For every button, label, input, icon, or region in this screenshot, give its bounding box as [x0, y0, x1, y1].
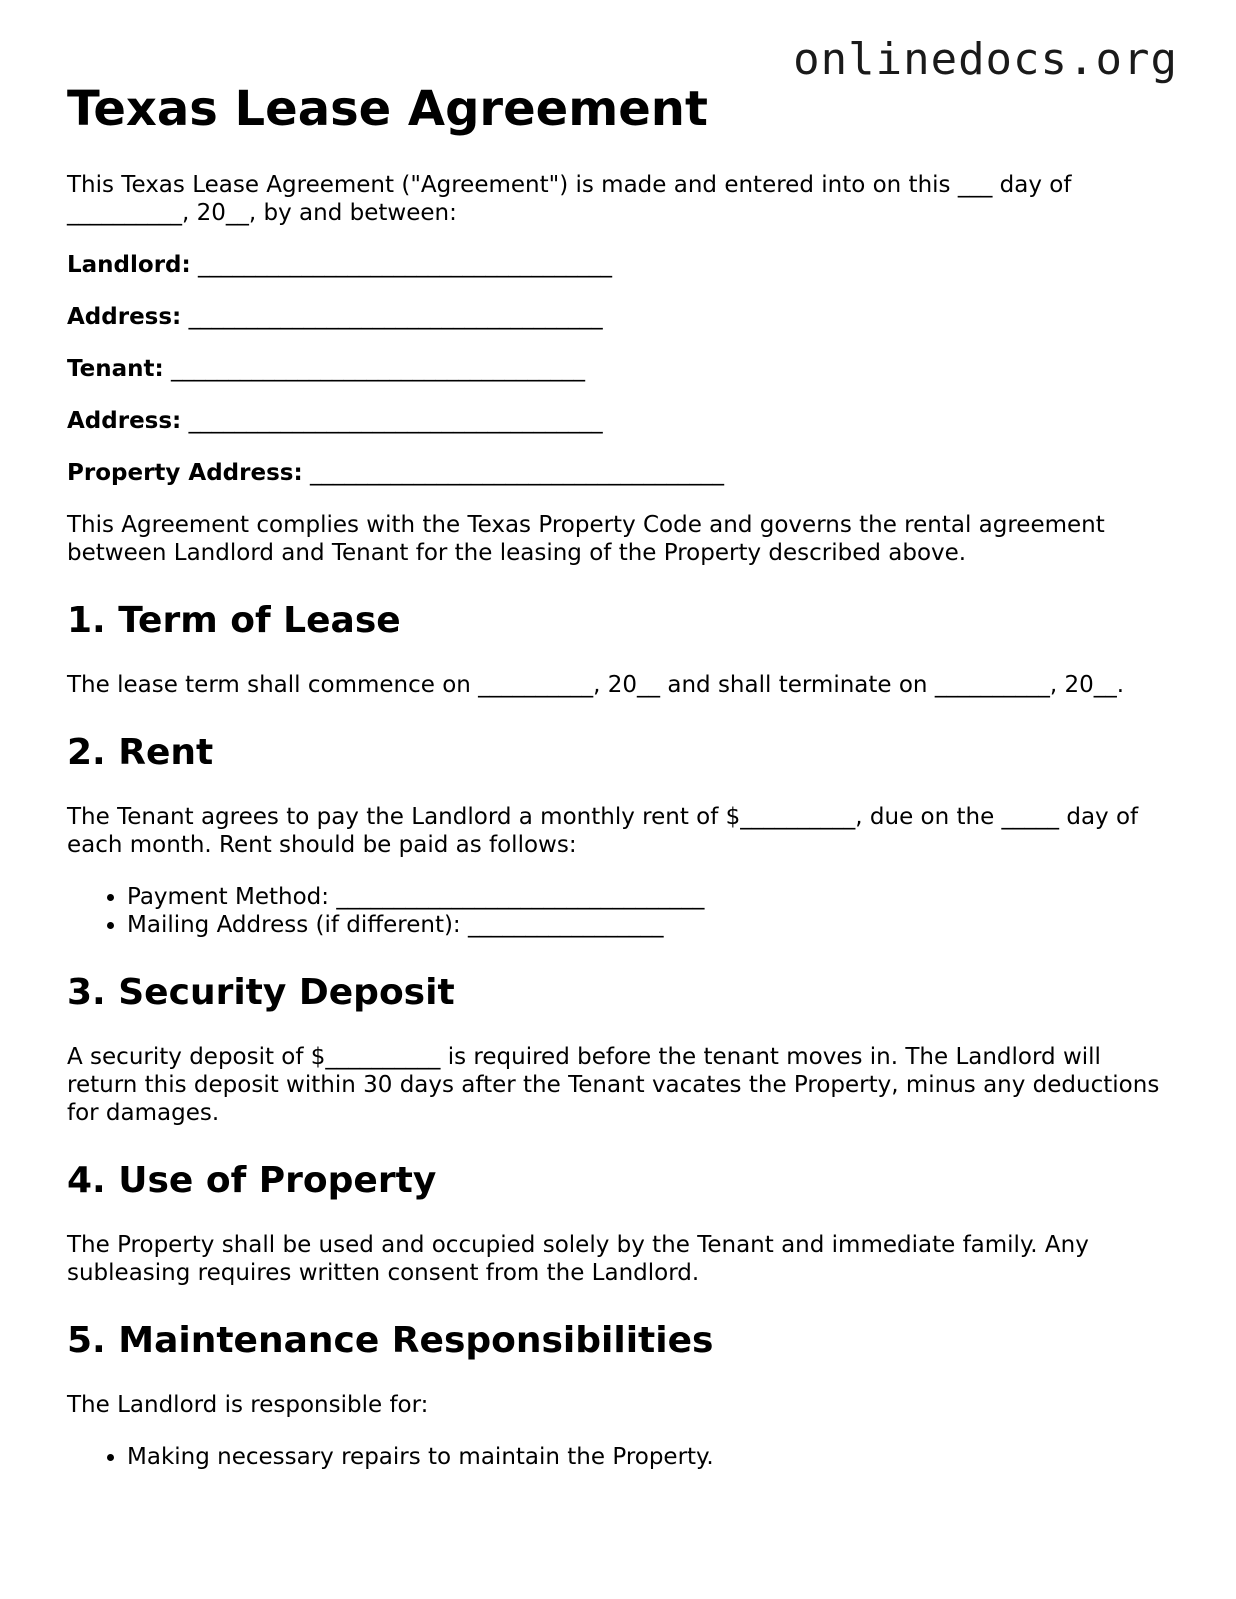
- list-item: • Making necessary repairs to maintain the Property.: [127, 1443, 1167, 1471]
- field-label: Landlord:: [67, 252, 191, 279]
- section-heading-rent: 2. Rent: [67, 732, 214, 774]
- section-body-use: The Property shall be used and occupied solely by the Tenant and immediate family. Any subleasing requires written consent from the Landlord.: [67, 1232, 1089, 1287]
- compliance-paragraph: This Agreement complies with the Texas Property Code and governs the rental agreement between Landlord and Tenant for the leasing of the Property described above.: [67, 512, 1105, 567]
- section-body-deposit: A security deposit of $__________ is required before the tenant moves in. The Landlord will return this deposit within 30 days after the Tenant vacates the Property, minus any deductions for damages.: [67, 1044, 1160, 1127]
- section-heading-use: 4. Use of Property: [67, 1160, 437, 1202]
- section-heading-maintenance: 5. Maintenance Responsibilities: [67, 1320, 714, 1362]
- list-item: • Mailing Address (if different): _________________: [127, 911, 1167, 939]
- field-label: Address:: [67, 408, 182, 435]
- section-heading-deposit: 3. Security Deposit: [67, 972, 455, 1014]
- field-label: Property Address:: [67, 460, 303, 487]
- section-body-term: The lease term shall commence on __________, 20__ and shall terminate on __________, 20__.: [67, 672, 1125, 699]
- landlord-address-field: [67, 303, 1167, 331]
- property-address-field: [67, 459, 1167, 487]
- watermark-logo: onlinedocs.org: [793, 34, 1178, 85]
- rent-payment-list: [67, 883, 1167, 939]
- field-label: Address:: [67, 304, 182, 331]
- lease-document: [67, 82, 1167, 1493]
- intro-paragraph: This Texas Lease Agreement ("Agreement") is made and entered into on this ___ day of __________, 20__, by and between:: [67, 172, 1072, 227]
- section-body-maintenance: The Landlord is responsible for:: [67, 1392, 429, 1419]
- section-body-rent: The Tenant agrees to pay the Landlord a monthly rent of $__________, due on the _____ day of each month. Rent should be paid as follows:: [67, 804, 1139, 859]
- field-label: Tenant:: [67, 356, 164, 383]
- field-blank[interactable]: ____________________________________: [188, 304, 603, 331]
- maintenance-list: [67, 1443, 1167, 1471]
- field-blank[interactable]: ____________________________________: [171, 356, 586, 383]
- tenant-address-field: [67, 407, 1167, 435]
- document-title: Texas Lease Agreement: [67, 81, 708, 137]
- field-blank[interactable]: ____________________________________: [188, 408, 603, 435]
- field-blank[interactable]: ____________________________________: [309, 460, 724, 487]
- landlord-field: [67, 251, 1167, 279]
- tenant-field: [67, 355, 1167, 383]
- field-blank[interactable]: ____________________________________: [198, 252, 613, 279]
- section-heading-term: 1. Term of Lease: [67, 600, 401, 642]
- list-item: • Payment Method: ________________________________: [127, 883, 1167, 911]
